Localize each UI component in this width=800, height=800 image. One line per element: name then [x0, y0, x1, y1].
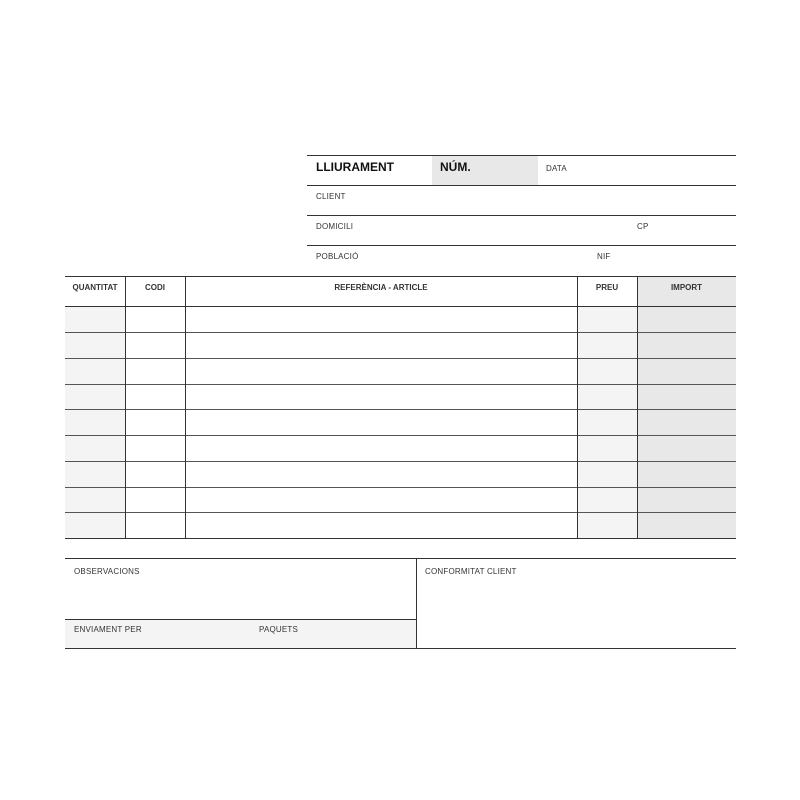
column-header-price: PREU: [595, 283, 619, 292]
document-title: LLIURAMENT: [316, 160, 394, 174]
tax-id-label: NIF: [597, 252, 611, 261]
footer-top-line: [65, 558, 736, 559]
client-label: CLIENT: [316, 192, 346, 201]
footer-divider: [416, 558, 417, 648]
observations-label: OBSERVACIONS: [74, 567, 140, 576]
table-top-line: [65, 276, 736, 277]
table-col-divider: [185, 276, 186, 538]
price-column-shade: [578, 306, 637, 538]
header-line-2: [307, 215, 736, 216]
column-header-code: CODI: [145, 283, 165, 292]
footer-mid-line: [65, 619, 416, 620]
table-row-line: [65, 409, 736, 410]
client-approval-label: CONFORMITAT CLIENT: [425, 567, 517, 576]
column-header-amount: IMPORT: [670, 283, 703, 292]
address-label: DOMICILI: [316, 222, 354, 231]
amount-column-shade: [638, 277, 736, 538]
table-row-line: [65, 332, 736, 333]
table-col-divider: [125, 276, 126, 538]
table-row-line: [65, 384, 736, 385]
header-line-3: [307, 245, 736, 246]
num-label: NÚM.: [440, 160, 471, 174]
date-label: DATA: [546, 164, 567, 173]
table-row-line: [65, 435, 736, 436]
table-row-line: [65, 512, 736, 513]
city-label: POBLACIÓ: [316, 252, 359, 261]
table-row-line: [65, 358, 736, 359]
shipping-label: ENVIAMENT PER: [74, 625, 142, 634]
postal-code-label: CP: [637, 222, 649, 231]
table-bottom-line: [65, 538, 736, 539]
table-row-line: [65, 487, 736, 488]
table-header-line: [65, 306, 736, 307]
column-header-reference: REFERÈNCIA - ARTICLE: [334, 283, 428, 292]
header-line-1: [307, 185, 736, 186]
packages-label: PAQUETS: [259, 625, 299, 634]
table-col-divider: [637, 276, 638, 538]
quantity-column-shade: [65, 306, 125, 538]
column-header-quantity: QUANTITAT: [72, 283, 118, 292]
header-top-line: [307, 155, 736, 156]
footer-bottom-line: [65, 648, 736, 649]
table-row-line: [65, 461, 736, 462]
table-col-divider: [577, 276, 578, 538]
